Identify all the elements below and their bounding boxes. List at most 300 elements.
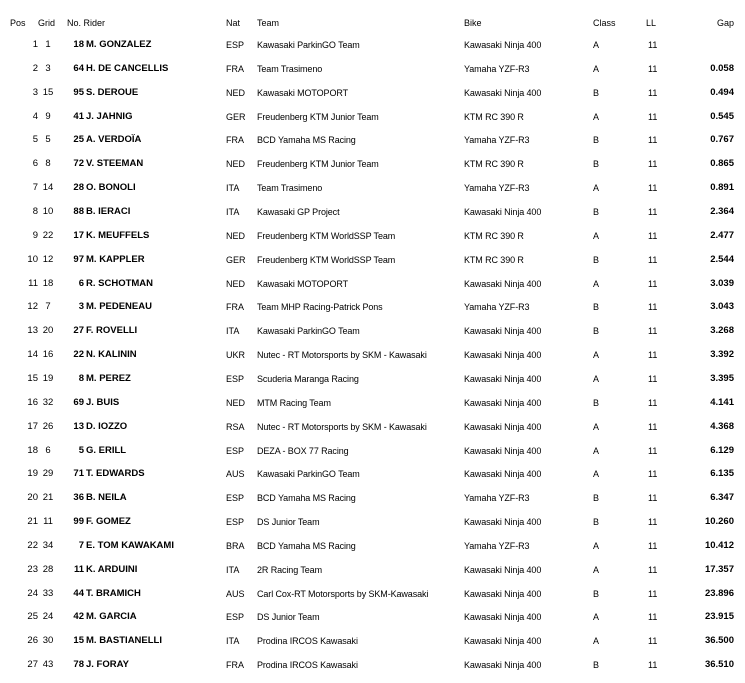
cell-class: B: [593, 588, 600, 599]
cell-bike: KTM RC 390 R: [464, 159, 524, 170]
cell-gap: 3.395: [710, 372, 734, 384]
cell-nationality: ITA: [226, 636, 240, 647]
cell-grid: 1: [45, 39, 51, 50]
cell-class: B: [593, 302, 600, 313]
table-row: [0, 443, 745, 459]
cell-position: 20: [27, 492, 38, 504]
cell-number: 71: [73, 468, 84, 480]
cell-laps: 11: [648, 302, 658, 313]
cell-team: Kawasaki ParkinGO Team: [257, 469, 360, 480]
cell-nationality: ESP: [226, 493, 245, 504]
cell-nationality: ESP: [226, 445, 245, 456]
table-row: [0, 37, 745, 53]
cell-number: 25: [73, 134, 84, 146]
cell-rider: B. IERACI: [86, 206, 131, 217]
table-row: [0, 204, 745, 220]
cell-team: Nutec - RT Motorsports by SKM - Kawasaki: [257, 350, 427, 361]
cell-team: Team Trasimeno: [257, 63, 323, 74]
cell-gap: 0.865: [710, 158, 734, 170]
cell-nationality: ESP: [226, 517, 245, 527]
cell-position: 2: [32, 62, 38, 74]
cell-nationality: FRA: [226, 660, 244, 671]
cell-grid: 15: [42, 86, 54, 98]
cell-rider: G. ERILL: [86, 444, 127, 456]
cell-rider: F. GOMEZ: [86, 516, 131, 527]
cell-bike: Kawasaki Ninja 400: [464, 469, 542, 480]
cell-number: 36: [73, 492, 84, 504]
cell-laps: 11: [648, 493, 658, 504]
cell-team: Freudenberg KTM WorldSSP Team: [257, 254, 396, 265]
table-row: [0, 228, 745, 244]
cell-team: Freudenberg KTM WorldSSP Team: [257, 230, 396, 241]
cell-gap: 0.494: [710, 86, 734, 98]
cell-bike: Yamaha YZF-R3: [464, 540, 530, 551]
cell-laps: 11: [648, 517, 658, 527]
table-row: [0, 61, 745, 77]
cell-class: B: [593, 397, 600, 408]
cell-bike: Yamaha YZF-R3: [464, 135, 530, 146]
cell-number: 3: [78, 301, 84, 313]
header-pos: Pos: [10, 18, 26, 28]
cell-grid: 5: [45, 134, 51, 146]
header-class: Class: [593, 18, 616, 28]
cell-class: A: [593, 373, 600, 384]
cell-rider: M. KAPPLER: [86, 253, 145, 265]
cell-bike: Kawasaki Ninja 400: [464, 636, 542, 647]
cell-number: 41: [73, 110, 84, 122]
cell-class: B: [593, 254, 600, 265]
header-ll: LL: [646, 18, 657, 28]
cell-nationality: ESP: [226, 373, 245, 384]
cell-grid: 33: [42, 587, 54, 599]
header-bike: Bike: [464, 18, 482, 28]
cell-number: 6: [78, 277, 84, 289]
table-row: [0, 419, 745, 435]
cell-laps: 11: [648, 230, 658, 241]
cell-position: 1: [32, 39, 38, 50]
cell-grid: 30: [42, 635, 54, 647]
cell-laps: 11: [648, 612, 658, 623]
cell-position: 25: [27, 611, 38, 623]
table-row: [0, 85, 745, 101]
table-row: [0, 490, 745, 506]
cell-position: 5: [32, 134, 38, 146]
cell-position: 10: [27, 253, 38, 265]
cell-rider: K. MEUFFELS: [86, 229, 150, 241]
cell-nationality: ESP: [226, 40, 245, 50]
cell-nationality: NED: [226, 397, 246, 408]
cell-number: 22: [73, 349, 84, 361]
cell-nationality: AUS: [226, 469, 245, 480]
cell-number: 42: [73, 611, 84, 623]
cell-gap: 17.357: [704, 563, 734, 575]
header-team: Team: [257, 18, 280, 28]
cell-gap: 23.915: [704, 611, 734, 623]
cell-bike: Kawasaki Ninja 400: [464, 373, 542, 384]
cell-nationality: AUS: [226, 588, 245, 599]
cell-gap: 0.545: [710, 110, 734, 122]
cell-laps: 11: [648, 183, 658, 194]
table-row: [0, 323, 745, 339]
cell-class: A: [593, 278, 600, 289]
cell-nationality: FRA: [226, 302, 244, 313]
cell-position: 22: [27, 539, 38, 551]
cell-gap: 0.767: [710, 134, 734, 146]
cell-class: B: [593, 660, 600, 671]
cell-team: 2R Racing Team: [257, 564, 322, 575]
cell-team: Prodina IRCOS Kawasaki: [257, 660, 358, 671]
cell-class: A: [593, 445, 600, 456]
cell-position: 8: [32, 206, 38, 217]
cell-class: B: [593, 135, 600, 146]
cell-bike: Kawasaki Ninja 400: [464, 350, 542, 361]
cell-class: B: [593, 207, 600, 217]
cell-nationality: NED: [226, 87, 246, 98]
cell-rider: M. PEREZ: [86, 372, 131, 384]
cell-rider: T. BRAMICH: [86, 587, 141, 599]
cell-grid: 43: [42, 659, 54, 671]
cell-position: 19: [27, 468, 38, 480]
cell-number: 7: [78, 539, 84, 551]
cell-gap: 3.043: [710, 301, 734, 313]
cell-rider: F. ROVELLI: [86, 325, 138, 337]
cell-grid: 28: [42, 563, 54, 575]
cell-class: B: [593, 159, 600, 170]
table-row: [0, 180, 745, 196]
cell-laps: 11: [648, 207, 658, 217]
table-row: [0, 609, 745, 625]
cell-class: A: [593, 40, 600, 50]
cell-rider: M. PEDENEAU: [86, 301, 152, 313]
cell-bike: Kawasaki Ninja 400: [464, 87, 542, 98]
cell-rider: V. STEEMAN: [86, 158, 144, 170]
cell-gap: 23.896: [704, 587, 734, 599]
table-row: [0, 299, 745, 315]
cell-grid: 6: [45, 444, 51, 456]
cell-laps: 11: [648, 254, 658, 265]
cell-class: B: [593, 517, 600, 527]
cell-team: Freudenberg KTM Junior Team: [257, 159, 379, 170]
cell-team: Team Trasimeno: [257, 183, 323, 194]
cell-position: 18: [27, 444, 38, 456]
cell-grid: 19: [42, 372, 54, 384]
cell-position: 27: [27, 659, 38, 671]
cell-team: Kawasaki GP Project: [257, 207, 340, 217]
cell-team: MTM Racing Team: [257, 397, 331, 408]
cell-grid: 20: [42, 325, 54, 337]
cell-rider: M. BASTIANELLI: [86, 635, 162, 647]
cell-grid: 26: [42, 420, 54, 432]
cell-bike: Kawasaki Ninja 400: [464, 326, 542, 337]
cell-grid: 12: [42, 253, 54, 265]
cell-laps: 11: [648, 326, 658, 337]
cell-position: 4: [32, 110, 38, 122]
cell-class: A: [593, 421, 600, 432]
results-header-row: [0, 15, 745, 31]
cell-team: Freudenberg KTM Junior Team: [257, 111, 379, 122]
cell-nationality: RSA: [226, 421, 245, 432]
cell-nationality: ITA: [226, 326, 240, 337]
cell-bike: Kawasaki Ninja 400: [464, 445, 542, 456]
cell-laps: 11: [648, 63, 658, 74]
cell-laps: 11: [648, 588, 658, 599]
cell-nationality: UKR: [226, 350, 246, 361]
cell-number: 78: [73, 659, 84, 671]
cell-number: 88: [73, 206, 84, 217]
cell-grid: 18: [42, 277, 54, 289]
cell-bike: Kawasaki Ninja 400: [464, 517, 542, 527]
cell-team: BCD Yamaha MS Racing: [257, 493, 356, 504]
header-nat: Nat: [226, 18, 241, 28]
cell-number: 64: [73, 62, 84, 74]
cell-laps: 11: [648, 135, 658, 146]
cell-grid: 32: [42, 396, 54, 408]
cell-laps: 11: [648, 350, 658, 361]
cell-gap: 6.135: [710, 468, 734, 480]
cell-number: 17: [73, 229, 84, 241]
cell-position: 14: [27, 349, 38, 361]
cell-bike: Kawasaki Ninja 400: [464, 612, 542, 623]
cell-class: A: [593, 564, 600, 575]
cell-bike: Kawasaki Ninja 400: [464, 397, 542, 408]
cell-laps: 11: [648, 660, 658, 671]
cell-laps: 11: [648, 111, 658, 122]
cell-rider: B. NEILA: [86, 492, 127, 504]
cell-number: 18: [73, 39, 84, 50]
cell-rider: S. DEROUE: [86, 86, 139, 98]
cell-grid: 3: [45, 62, 51, 74]
table-row: [0, 347, 745, 363]
cell-grid: 14: [42, 182, 54, 194]
cell-rider: M. GARCIA: [86, 611, 137, 623]
cell-team: Kawasaki MOTOPORT: [257, 87, 348, 98]
cell-gap: 4.141: [710, 396, 734, 408]
cell-rider: H. DE CANCELLIS: [86, 62, 169, 74]
cell-team: Scuderia Maranga Racing: [257, 373, 359, 384]
cell-grid: 8: [45, 158, 51, 170]
cell-rider: J. BUIS: [86, 396, 120, 408]
cell-team: Kawasaki MOTOPORT: [257, 278, 348, 289]
cell-number: 8: [78, 372, 84, 384]
table-row: [0, 156, 745, 172]
cell-laps: 11: [648, 373, 658, 384]
cell-nationality: ITA: [226, 207, 240, 217]
cell-number: 13: [73, 420, 84, 432]
cell-bike: Kawasaki Ninja 400: [464, 564, 542, 575]
cell-number: 5: [78, 444, 84, 456]
cell-rider: J. FORAY: [86, 659, 129, 671]
cell-nationality: FRA: [226, 63, 244, 74]
cell-number: 15: [73, 635, 84, 647]
cell-gap: 6.347: [710, 492, 734, 504]
cell-team: Carl Cox-RT Motorsports by SKM-Kawasaki: [257, 588, 429, 599]
cell-number: 44: [73, 587, 84, 599]
table-row: [0, 132, 745, 148]
cell-grid: 34: [42, 539, 54, 551]
cell-rider: D. IOZZO: [86, 420, 128, 432]
cell-position: 21: [27, 516, 38, 527]
cell-gap: 2.477: [710, 229, 734, 241]
cell-position: 24: [27, 587, 38, 599]
cell-class: A: [593, 183, 600, 194]
cell-gap: 0.058: [710, 62, 734, 74]
cell-nationality: ITA: [226, 564, 240, 575]
table-row: [0, 562, 745, 578]
cell-bike: Yamaha YZF-R3: [464, 493, 530, 504]
cell-gap: 10.412: [704, 539, 734, 551]
cell-number: 95: [73, 86, 84, 98]
cell-class: A: [593, 540, 600, 551]
cell-nationality: NED: [226, 159, 246, 170]
cell-number: 99: [73, 516, 84, 527]
cell-number: 27: [73, 325, 84, 337]
cell-team: Team MHP Racing-Patrick Pons: [257, 302, 383, 313]
cell-position: 9: [32, 229, 38, 241]
cell-bike: Yamaha YZF-R3: [464, 302, 530, 313]
cell-rider: A. VERDOÏA: [86, 134, 142, 146]
cell-nationality: ESP: [226, 612, 245, 623]
cell-team: DS Junior Team: [257, 517, 320, 527]
header-no-rider: No. Rider: [67, 18, 106, 28]
cell-gap: 3.039: [710, 277, 734, 289]
cell-nationality: GER: [226, 111, 246, 122]
cell-team: Kawasaki ParkinGO Team: [257, 326, 360, 337]
cell-laps: 11: [648, 87, 658, 98]
table-row: [0, 276, 745, 292]
cell-rider: N. KALININ: [86, 349, 137, 361]
cell-number: 11: [73, 563, 84, 575]
cell-team: Prodina IRCOS Kawasaki: [257, 636, 358, 647]
cell-position: 11: [28, 277, 38, 289]
table-row: [0, 466, 745, 482]
cell-laps: 11: [648, 159, 658, 170]
cell-number: 72: [73, 158, 84, 170]
cell-bike: Kawasaki Ninja 400: [464, 207, 542, 217]
cell-rider: M. GONZALEZ: [86, 39, 152, 50]
cell-class: A: [593, 612, 600, 623]
cell-class: B: [593, 87, 600, 98]
cell-position: 6: [32, 158, 38, 170]
cell-grid: 10: [42, 206, 54, 217]
cell-team: BCD Yamaha MS Racing: [257, 540, 356, 551]
cell-class: A: [593, 469, 600, 480]
cell-gap: 10.260: [704, 516, 734, 527]
cell-nationality: FRA: [226, 135, 244, 146]
cell-rider: J. JAHNIG: [86, 110, 133, 122]
cell-number: 69: [73, 396, 84, 408]
table-row: [0, 633, 745, 649]
cell-gap: 3.268: [710, 325, 734, 337]
cell-nationality: NED: [226, 230, 246, 241]
table-row: [0, 657, 745, 673]
cell-bike: Yamaha YZF-R3: [464, 63, 530, 74]
cell-gap: 6.129: [710, 444, 734, 456]
cell-bike: KTM RC 390 R: [464, 254, 524, 265]
cell-gap: 36.510: [704, 659, 734, 671]
cell-rider: E. TOM KAWAKAMI: [86, 539, 174, 551]
cell-team: BCD Yamaha MS Racing: [257, 135, 356, 146]
cell-grid: 29: [42, 468, 54, 480]
header-gap: Gap: [716, 18, 734, 28]
cell-rider: O. BONOLI: [86, 182, 136, 194]
cell-position: 3: [32, 86, 38, 98]
cell-position: 26: [27, 635, 38, 647]
cell-number: 97: [73, 253, 84, 265]
cell-position: 12: [27, 301, 38, 313]
cell-rider: T. EDWARDS: [86, 468, 145, 480]
cell-position: 15: [27, 372, 38, 384]
table-row: [0, 586, 745, 602]
cell-team: DS Junior Team: [257, 612, 320, 623]
cell-nationality: NED: [226, 278, 246, 289]
table-row: [0, 395, 745, 411]
cell-grid: 21: [42, 492, 54, 504]
cell-rider: K. ARDUINI: [86, 563, 138, 575]
cell-nationality: ITA: [226, 183, 240, 194]
cell-position: 13: [27, 325, 38, 337]
cell-gap: 2.364: [710, 206, 734, 217]
cell-gap: 2.544: [710, 253, 734, 265]
cell-laps: 11: [648, 445, 658, 456]
cell-bike: Kawasaki Ninja 400: [464, 40, 542, 50]
cell-number: 28: [73, 182, 84, 194]
table-row: [0, 538, 745, 554]
cell-grid: 7: [45, 301, 51, 313]
header-grid: Grid: [38, 18, 56, 28]
cell-laps: 11: [648, 278, 658, 289]
cell-bike: KTM RC 390 R: [464, 230, 524, 241]
cell-laps: 11: [648, 636, 658, 647]
cell-grid: 9: [45, 110, 51, 122]
cell-class: A: [593, 230, 600, 241]
cell-position: 17: [27, 420, 38, 432]
cell-grid: 22: [42, 229, 54, 241]
cell-laps: 11: [648, 421, 658, 432]
cell-team: Kawasaki ParkinGO Team: [257, 40, 360, 50]
cell-bike: Yamaha YZF-R3: [464, 183, 530, 194]
cell-class: A: [593, 350, 600, 361]
cell-laps: 11: [648, 540, 658, 551]
table-row: [0, 109, 745, 125]
cell-position: 23: [27, 563, 38, 575]
cell-grid: 16: [42, 349, 54, 361]
cell-class: A: [593, 63, 600, 74]
cell-gap: 3.392: [710, 349, 734, 361]
cell-laps: 11: [648, 564, 658, 575]
cell-class: A: [593, 636, 600, 647]
cell-class: A: [593, 111, 600, 122]
cell-laps: 11: [648, 469, 658, 480]
cell-bike: Kawasaki Ninja 400: [464, 278, 542, 289]
cell-gap: 0.891: [710, 182, 734, 194]
cell-grid: 24: [42, 611, 54, 623]
cell-bike: KTM RC 390 R: [464, 111, 524, 122]
cell-grid: 11: [43, 516, 53, 527]
cell-laps: 11: [648, 40, 658, 50]
table-row: [0, 514, 745, 530]
table-row: [0, 371, 745, 387]
cell-nationality: GER: [226, 254, 246, 265]
cell-bike: Kawasaki Ninja 400: [464, 588, 542, 599]
cell-class: B: [593, 326, 600, 337]
cell-gap: 36.500: [704, 635, 734, 647]
table-row: [0, 252, 745, 268]
cell-rider: R. SCHOTMAN: [86, 277, 154, 289]
cell-laps: 11: [648, 397, 658, 408]
cell-bike: Kawasaki Ninja 400: [464, 421, 542, 432]
cell-bike: Kawasaki Ninja 400: [464, 660, 542, 671]
cell-position: 7: [32, 182, 38, 194]
